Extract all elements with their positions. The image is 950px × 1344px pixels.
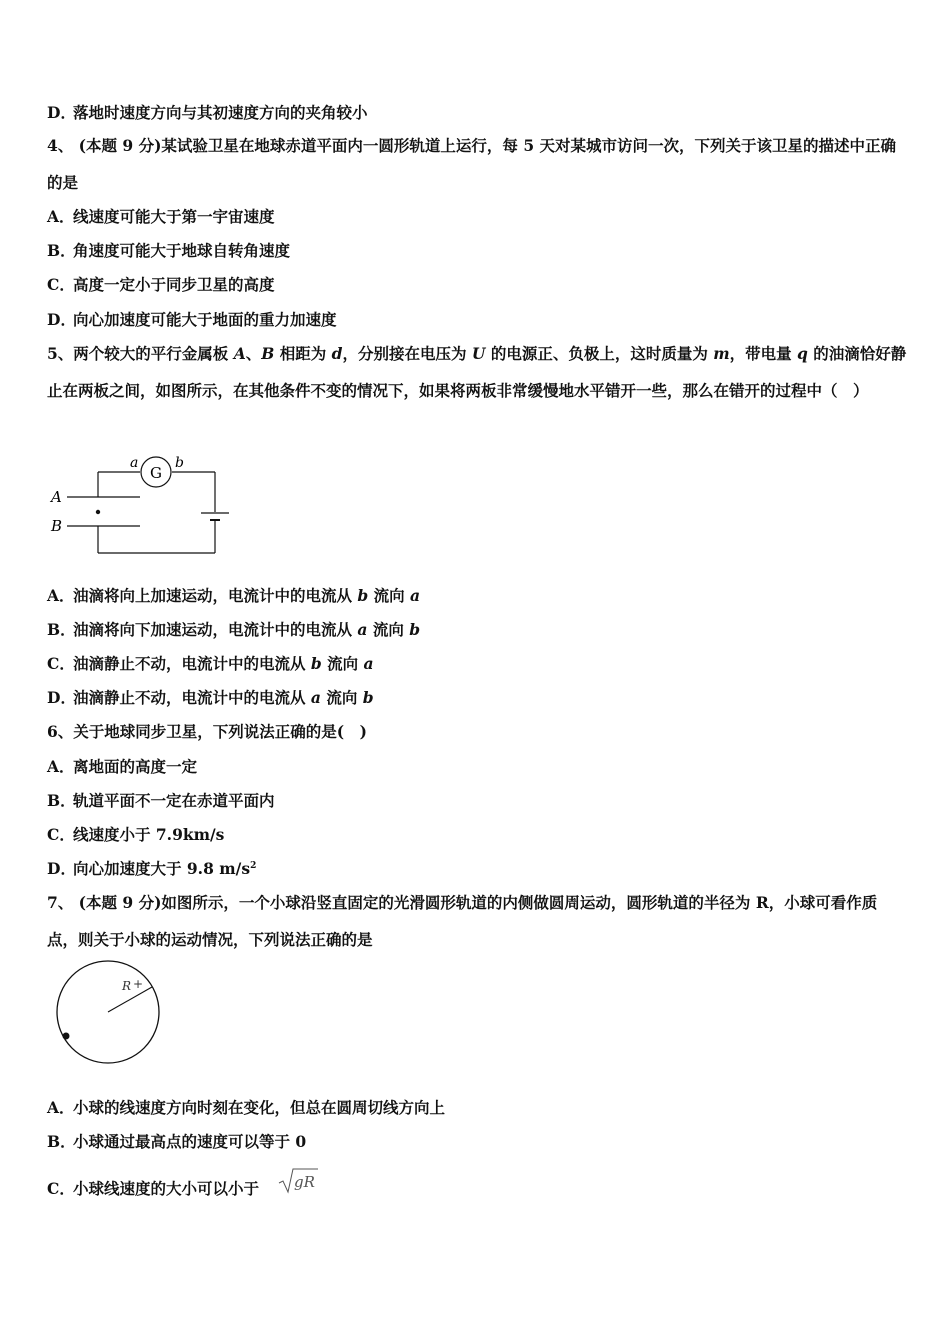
option-text: 小球的线速度方向时刻在变化，但总在圆周切线方向上 <box>73 1098 446 1117</box>
option-text: 离地面的高度一定 <box>73 757 198 776</box>
label-b: b <box>175 455 184 471</box>
ball <box>63 1033 70 1040</box>
to-point: a <box>410 586 421 605</box>
q4-option-c <box>47 275 275 295</box>
plate-b-label: B <box>51 517 63 535</box>
q5-option-c <box>47 654 374 674</box>
option-key: A． <box>47 207 75 226</box>
option-text: 流向 <box>320 688 363 707</box>
q6-stem: 6、关于地球同步卫星，下列说法正确的是( ) <box>47 722 367 741</box>
q6-option-b <box>47 791 275 811</box>
option-key: A． <box>47 757 75 776</box>
q5-circuit-figure <box>45 450 235 560</box>
option-key: C． <box>47 825 75 844</box>
stem-text: 5、两个较大的平行金属板 <box>47 344 234 363</box>
oil-drop <box>96 510 100 514</box>
to-point: b <box>362 688 374 707</box>
from-point: b <box>310 654 322 673</box>
q5-option-a <box>47 586 420 606</box>
q5-stem <box>47 335 907 409</box>
option-key: B． <box>47 791 76 810</box>
to-point: b <box>409 620 421 639</box>
from-point: a <box>310 688 321 707</box>
q7-circle-figure <box>52 958 164 1068</box>
option-text: 线速度可能大于第一宇宙速度 <box>73 207 275 226</box>
option-key: D． <box>47 688 76 707</box>
option-text: 轨道平面不一定在赤道平面内 <box>73 791 275 810</box>
q3-option-d <box>47 103 368 123</box>
radicand: gR <box>294 1173 315 1191</box>
arrow-mark-icon: + <box>133 977 144 991</box>
galvanometer-label: G <box>150 464 162 482</box>
stem-text: ，带电量 <box>729 344 798 363</box>
q6-option-c <box>47 825 224 845</box>
superscript: 2 <box>250 860 257 871</box>
option-key: C． <box>47 275 75 294</box>
option-text: 落地时速度方向与其初速度方向的夹角较小 <box>73 103 368 122</box>
sqrt-gR-formula <box>278 1167 320 1195</box>
stem-text: 相距为 <box>274 344 332 363</box>
option-text: 流向 <box>368 586 411 605</box>
option-key: D． <box>47 859 76 878</box>
q7-stem: 7、 (本题 9 分)如图所示，一个小球沿竖直固定的光滑圆形轨道的内侧做圆周运动，圆形轨道的半径为 R，小球可看作质点，则关于小球的运动情况，下列说法正确的是 <box>47 893 878 949</box>
q4-option-a <box>47 207 275 227</box>
stem-text: 的电源正、负极上，这时质量为 <box>485 344 714 363</box>
option-text: 油滴静止不动，电流计中的电流从 <box>73 654 311 673</box>
option-text: 向心加速度可能大于地面的重力加速度 <box>73 310 337 329</box>
option-key: B． <box>47 241 76 260</box>
q7-option-b <box>47 1132 306 1152</box>
option-text: 小球通过最高点的速度可以等于 0 <box>73 1132 307 1151</box>
option-text: 流向 <box>321 654 364 673</box>
stem-text: ，分别接在电压为 <box>342 344 472 363</box>
label-a: a <box>130 455 139 471</box>
option-key: B． <box>47 1132 76 1151</box>
var-U: U <box>471 344 486 363</box>
q7-option-c <box>47 1179 259 1199</box>
q4-stem: 4、 (本题 9 分)某试验卫星在地球赤道平面内一圆形轨道上运行，每 5 天对某城市访问一次，下列关于该卫星的描述中正确的是 <box>47 136 897 192</box>
from-point: b <box>357 586 369 605</box>
option-text: 流向 <box>367 620 410 639</box>
q5-option-b <box>47 620 420 640</box>
stem-text: 的油滴恰好静止在两板之间，如图所示，在其他条件不变的情况下，如果将两板非常缓慢地水平错开一些，那么在错开的过程中（ ） <box>47 344 907 400</box>
radius-label: R <box>122 979 132 993</box>
option-key: A． <box>47 1098 75 1117</box>
to-point: a <box>363 654 374 673</box>
q7-option-a <box>47 1098 445 1118</box>
option-key: A． <box>47 586 75 605</box>
var-q: q <box>797 344 808 363</box>
var-B: B <box>261 344 275 363</box>
option-text: 角速度可能大于地球自转角速度 <box>73 241 291 260</box>
var-A: A <box>233 344 246 363</box>
option-text: 向心加速度大于 9.8 m/s <box>73 859 251 878</box>
q4-option-b <box>47 241 290 261</box>
option-key: D． <box>47 103 76 122</box>
option-key: C． <box>47 1179 75 1198</box>
plate-a-label: A <box>51 488 62 506</box>
option-text: 油滴将向下加速运动，电流计中的电流从 <box>73 620 358 639</box>
var-d: d <box>331 344 343 363</box>
option-text: 小球线速度的大小可以小于 <box>73 1179 260 1198</box>
stem-text: 、 <box>245 344 262 363</box>
q4-option-d <box>47 310 337 330</box>
option-text: 油滴静止不动，电流计中的电流从 <box>73 688 311 707</box>
option-key: B． <box>47 620 76 639</box>
option-key: C． <box>47 654 75 673</box>
option-key: D． <box>47 310 76 329</box>
q5-option-d <box>47 688 374 708</box>
q6-option-d <box>47 859 256 879</box>
q6-option-a <box>47 757 197 777</box>
option-text: 油滴将向上加速运动，电流计中的电流从 <box>73 586 358 605</box>
option-text: 高度一定小于同步卫星的高度 <box>73 275 275 294</box>
var-m: m <box>713 344 730 363</box>
from-point: a <box>357 620 368 639</box>
option-text: 线速度小于 7.9km/s <box>73 825 225 844</box>
